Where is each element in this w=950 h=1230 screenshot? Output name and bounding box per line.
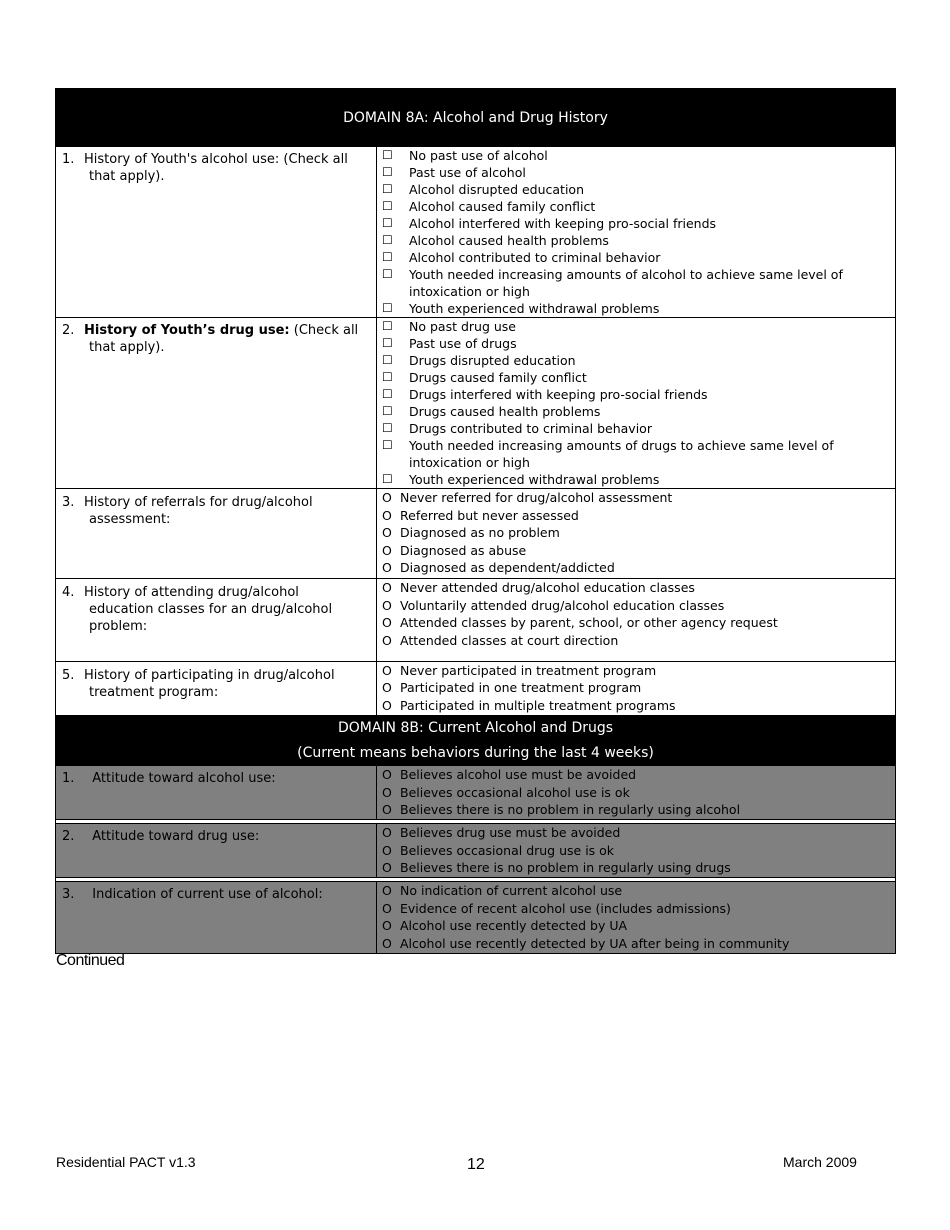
checkbox-icon[interactable]: ☐	[382, 353, 393, 367]
checkbox-option[interactable]: ☐ Alcohol contributed to criminal behavior	[382, 250, 661, 265]
checkbox-option[interactable]: ☐ Drugs interfered with keeping pro-social friends	[382, 387, 708, 402]
checkbox-option[interactable]: ☐ Drugs contributed to criminal behavior	[382, 421, 652, 436]
checkbox-icon[interactable]: ☐	[382, 199, 393, 213]
radio-icon[interactable]: O	[382, 663, 392, 678]
checkbox-icon[interactable]: ☐	[382, 404, 393, 418]
footer-page-number: 12	[467, 1156, 485, 1173]
radio-icon[interactable]: O	[382, 784, 392, 800]
domain-8b-subtitle: (Current means behaviors during the last 4 weeks)	[297, 745, 654, 761]
radio-option[interactable]: O Diagnosed as no problem	[382, 525, 560, 541]
assessment-form	[55, 88, 896, 954]
radio-icon[interactable]: O	[382, 767, 392, 782]
options-list	[377, 766, 895, 819]
question-label: 2. History of Youth’s drug use: (Check all that apply).	[56, 318, 377, 488]
radio-option[interactable]: O Believes drug use must be avoided	[382, 825, 621, 840]
checkbox-option[interactable]: ☐ Past use of drugs	[382, 336, 517, 351]
footer-date: March 2009	[783, 1154, 857, 1170]
checkbox-option[interactable]: ☐ Alcohol disrupted education	[382, 182, 584, 197]
options-list	[377, 147, 895, 317]
options-list	[377, 824, 895, 877]
checkbox-option[interactable]: ☐ Drugs caused health problems	[382, 404, 601, 419]
radio-option[interactable]: O Participated in one treatment program	[382, 680, 642, 696]
question-label: 3. Indication of current use of alcohol:	[56, 882, 377, 953]
checkbox-icon[interactable]: ☐	[382, 165, 393, 179]
options-list	[377, 318, 895, 488]
radio-icon[interactable]: O	[382, 918, 392, 934]
checkbox-icon[interactable]: ☐	[382, 421, 393, 435]
checkbox-icon[interactable]: ☐	[382, 182, 393, 196]
domain-8b-header	[56, 715, 895, 766]
checkbox-icon[interactable]: ☐	[382, 438, 393, 452]
radio-icon[interactable]: O	[382, 935, 392, 951]
radio-option[interactable]: O Alcohol use recently detected by UA after being in community	[382, 935, 790, 951]
checkbox-icon[interactable]: ☐	[382, 233, 393, 247]
radio-option[interactable]: O Attended classes by parent, school, or other agency request	[382, 615, 778, 631]
checkbox-option[interactable]: ☐ Alcohol caused health problems	[382, 233, 609, 248]
radio-icon[interactable]: O	[382, 580, 392, 595]
radio-option[interactable]: O Believes there is no problem in regularly using alcohol	[382, 802, 741, 817]
radio-option[interactable]: O Never participated in treatment program	[382, 663, 657, 678]
checkbox-icon[interactable]: ☐	[382, 472, 393, 486]
radio-icon[interactable]: O	[382, 680, 392, 696]
radio-icon[interactable]: O	[382, 507, 392, 523]
radio-option[interactable]: O Never referred for drug/alcohol assessment	[382, 490, 673, 505]
question-label: 1. History of Youth's alcohol use: (Check all that apply).	[56, 147, 377, 317]
domain-8a-header	[56, 89, 895, 147]
domain-8b-title: DOMAIN 8B: Current Alcohol and Drugs	[337, 720, 614, 736]
radio-icon[interactable]: O	[382, 560, 392, 576]
checkbox-option[interactable]: ☐ Youth needed increasing amounts of drugs to achieve same level of intoxication or high	[382, 438, 834, 470]
checkbox-option[interactable]: ☐ Past use of alcohol	[382, 165, 526, 180]
radio-icon[interactable]: O	[382, 900, 392, 916]
radio-icon[interactable]: O	[382, 525, 392, 541]
question-row-8a-5	[56, 661, 895, 715]
radio-icon[interactable]: O	[382, 697, 392, 713]
radio-icon[interactable]: O	[382, 615, 392, 631]
domain-8a-title: DOMAIN 8A: Alcohol and Drug History	[343, 110, 608, 126]
radio-icon[interactable]: O	[382, 883, 392, 898]
radio-option[interactable]: O Participated in multiple treatment programs	[382, 697, 676, 713]
radio-option[interactable]: O Attended classes at court direction	[382, 632, 619, 648]
checkbox-icon[interactable]: ☐	[382, 336, 393, 350]
checkbox-option[interactable]: ☐ Youth needed increasing amounts of alcohol to achieve same level of intoxication or high	[382, 267, 843, 299]
checkbox-option[interactable]: ☐ Youth experienced withdrawal problems	[382, 301, 660, 316]
checkbox-option[interactable]: ☐ No past drug use	[382, 319, 516, 334]
question-label: 5. History of participating in drug/alcohol treatment program:	[56, 662, 377, 715]
options-list	[377, 662, 895, 715]
radio-option[interactable]: O Alcohol use recently detected by UA	[382, 918, 628, 934]
continued-note: Continued	[56, 952, 125, 969]
radio-icon[interactable]: O	[382, 860, 392, 875]
question-row-8a-2	[56, 317, 895, 488]
radio-icon[interactable]: O	[382, 825, 392, 840]
question-label: 2. Attitude toward drug use:	[56, 824, 377, 877]
radio-option[interactable]: O Believes alcohol use must be avoided	[382, 767, 637, 782]
checkbox-icon[interactable]: ☐	[382, 370, 393, 384]
checkbox-icon[interactable]: ☐	[382, 267, 393, 281]
checkbox-icon[interactable]: ☐	[382, 148, 393, 162]
question-row-8b-2	[56, 823, 895, 877]
radio-option[interactable]: O Referred but never assessed	[382, 507, 579, 523]
checkbox-option[interactable]: ☐ Alcohol caused family conflict	[382, 199, 596, 214]
options-list	[377, 489, 895, 578]
checkbox-option[interactable]: ☐ Drugs disrupted education	[382, 353, 576, 368]
radio-option[interactable]: O Voluntarily attended drug/alcohol education classes	[382, 597, 725, 613]
question-row-8a-3	[56, 488, 895, 578]
radio-option[interactable]: O Never attended drug/alcohol education classes	[382, 580, 695, 595]
question-row-8b-1	[56, 766, 895, 819]
footer-version: Residential PACT v1.3	[56, 1154, 196, 1170]
checkbox-icon[interactable]: ☐	[382, 387, 393, 401]
radio-option[interactable]: O Believes occasional alcohol use is ok	[382, 784, 630, 800]
radio-option[interactable]: O Diagnosed as dependent/addicted	[382, 560, 615, 576]
question-label: 4. History of attending drug/alcohol education classes for an drug/alcohol problem:	[56, 579, 377, 661]
radio-icon[interactable]: O	[382, 842, 392, 858]
radio-icon[interactable]: O	[382, 802, 392, 817]
question-row-8a-1	[56, 147, 895, 317]
question-label: 1. Attitude toward alcohol use:	[56, 766, 377, 819]
checkbox-icon[interactable]: ☐	[382, 301, 393, 315]
radio-option[interactable]: O Believes occasional drug use is ok	[382, 842, 615, 858]
checkbox-option[interactable]: ☐ Drugs caused family conflict	[382, 370, 587, 385]
question-row-8a-4	[56, 578, 895, 661]
checkbox-option[interactable]: ☐ Alcohol interfered with keeping pro-social friends	[382, 216, 717, 231]
question-row-8b-3	[56, 881, 895, 954]
radio-option[interactable]: O Diagnosed as abuse	[382, 542, 527, 558]
checkbox-icon[interactable]: ☐	[382, 319, 393, 333]
radio-icon[interactable]: O	[382, 542, 392, 558]
checkbox-option[interactable]: ☐ No past use of alcohol	[382, 148, 548, 163]
options-list	[377, 579, 895, 661]
question-label: 3. History of referrals for drug/alcohol assessment:	[56, 489, 377, 578]
options-list	[377, 882, 895, 953]
radio-option[interactable]: O Evidence of recent alcohol use (includes admissions)	[382, 900, 731, 916]
radio-option[interactable]: O Believes there is no problem in regularly using drugs	[382, 860, 731, 875]
radio-icon[interactable]: O	[382, 632, 392, 648]
checkbox-icon[interactable]: ☐	[382, 216, 393, 230]
radio-icon[interactable]: O	[382, 490, 392, 505]
checkbox-option[interactable]: ☐ Youth experienced withdrawal problems	[382, 472, 660, 487]
radio-icon[interactable]: O	[382, 597, 392, 613]
checkbox-icon[interactable]: ☐	[382, 250, 393, 264]
radio-option[interactable]: O No indication of current alcohol use	[382, 883, 623, 898]
